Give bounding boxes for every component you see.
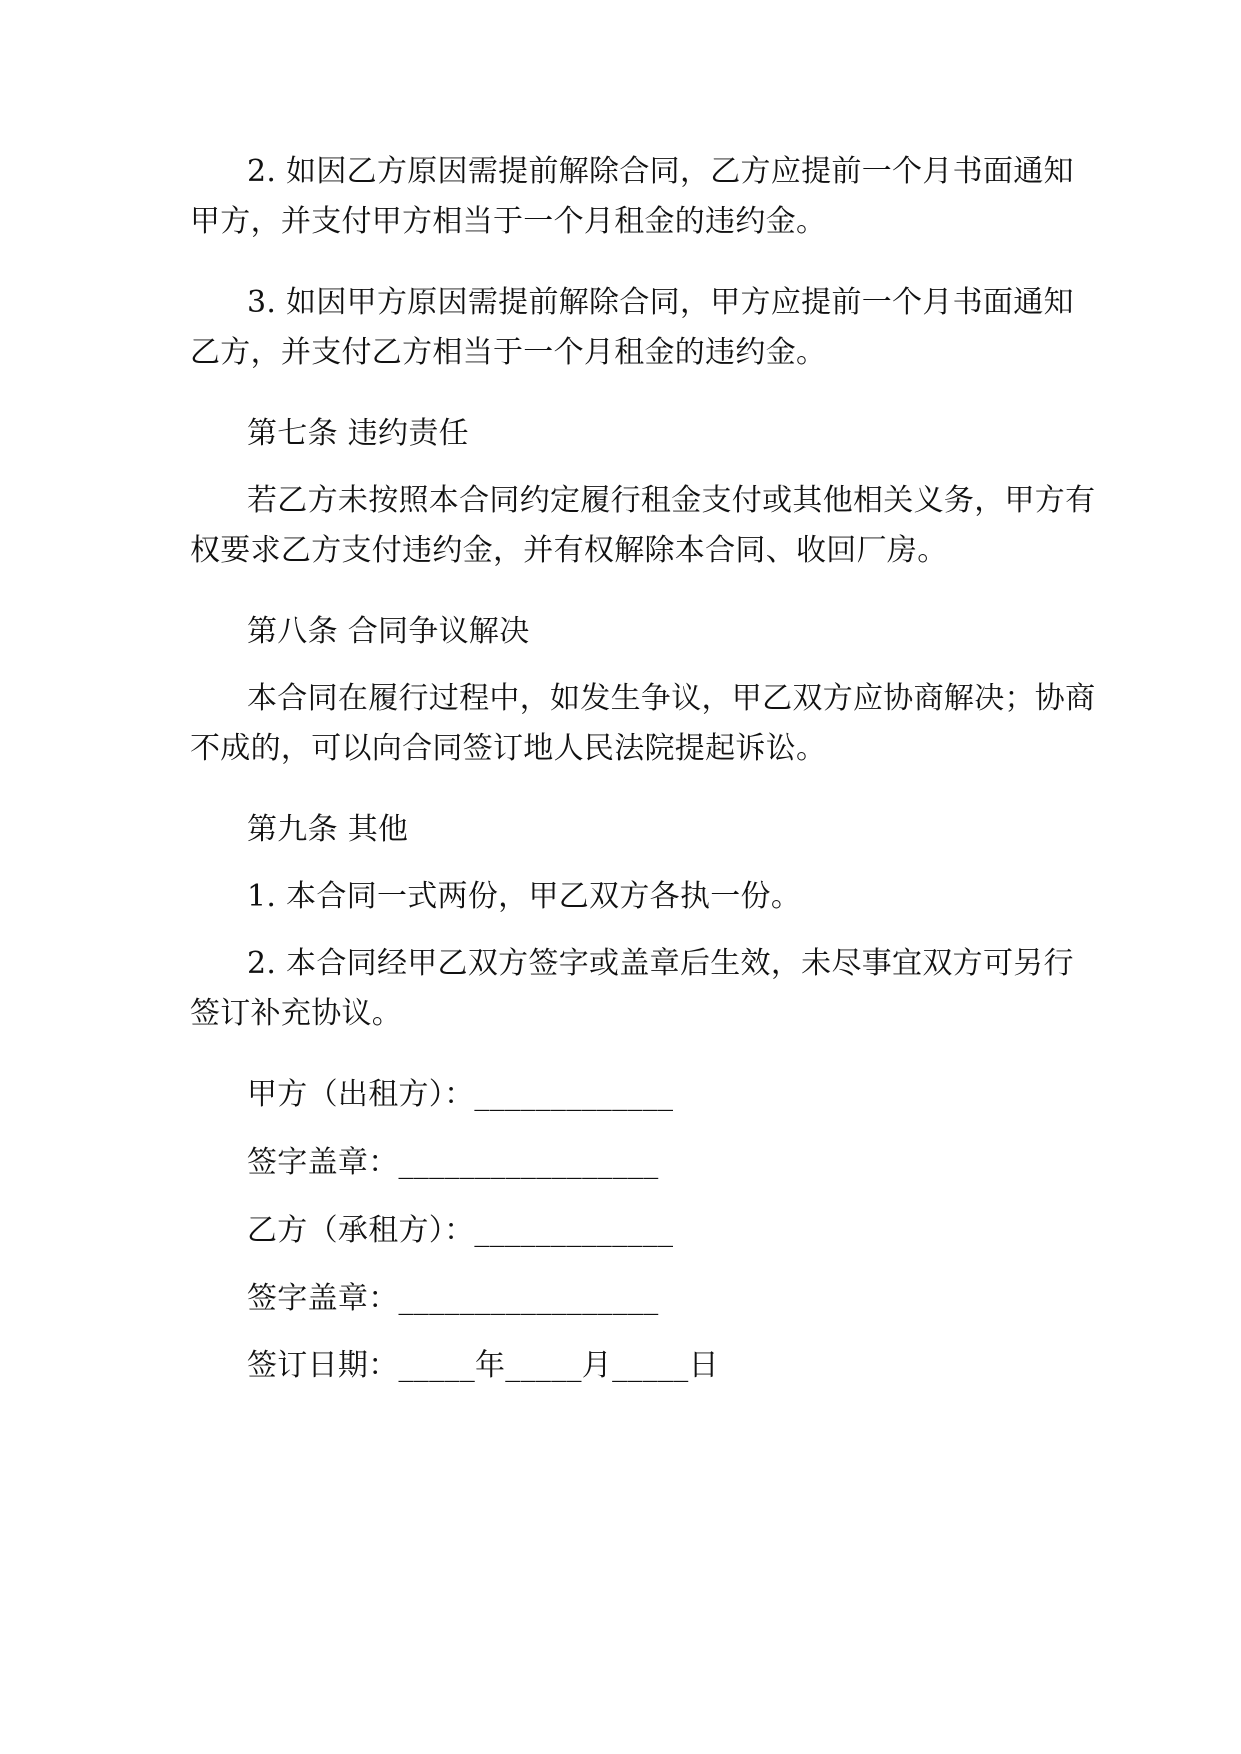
party-a-signature-field: 签字盖章：_________________ <box>247 1145 659 1180</box>
article-7-text-line-1: 若乙方未按照本合同约定履行租金支付或其他相关义务，甲方有 <box>247 483 1096 518</box>
clause-6-item-2-line-2: 甲方，并支付甲方相当于一个月租金的违约金。 <box>190 204 827 239</box>
article-8-text-line-1: 本合同在履行过程中，如发生争议，甲乙双方应协商解决；协商 <box>247 681 1096 716</box>
party-a-lessor-field: 甲方（出租方）：_____________ <box>247 1077 674 1112</box>
article-9-item-1: 1. 本合同一式两份，甲乙双方各执一份。 <box>247 879 802 914</box>
article-8-heading: 第八条 合同争议解决 <box>247 614 530 649</box>
article-9-item-2-line-2: 签订补充协议。 <box>190 996 403 1031</box>
party-b-lessee-field: 乙方（承租方）：_____________ <box>247 1213 674 1248</box>
party-b-signature-field: 签字盖章：_________________ <box>247 1281 659 1316</box>
clause-6-item-2-line-1: 2. 如因乙方原因需提前解除合同，乙方应提前一个月书面通知 <box>247 154 1074 189</box>
clause-6-item-3-line-2: 乙方，并支付乙方相当于一个月租金的违约金。 <box>190 335 827 370</box>
article-8-text-line-2: 不成的，可以向合同签订地人民法院提起诉讼。 <box>190 731 827 766</box>
signing-date-field: 签订日期：_____年_____月_____日 <box>247 1348 719 1383</box>
article-9-heading: 第九条 其他 <box>247 812 409 847</box>
article-7-heading: 第七条 违约责任 <box>247 416 469 451</box>
clause-6-item-3-line-1: 3. 如因甲方原因需提前解除合同，甲方应提前一个月书面通知 <box>247 285 1074 320</box>
article-7-text-line-2: 权要求乙方支付违约金，并有权解除本合同、收回厂房。 <box>190 533 948 568</box>
article-9-item-2-line-1: 2. 本合同经甲乙双方签字或盖章后生效，未尽事宜双方可另行 <box>247 946 1074 981</box>
